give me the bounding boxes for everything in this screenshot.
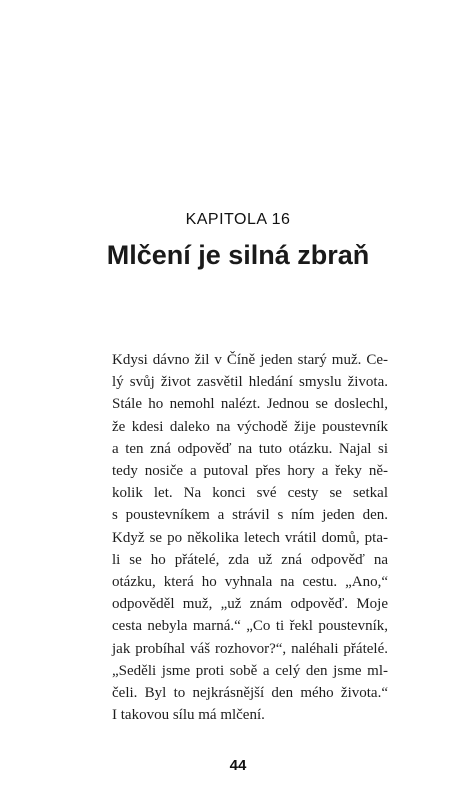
text-line: Stále ho nemohl nalézt. Jednou se doslechl, [112, 396, 388, 413]
text-line: „Seděli jsme proti sobě a celý den jsme ml- [112, 662, 388, 679]
text-line: s poustevníkem a strávil s ním jeden den. [112, 507, 388, 524]
text-line: tedy nosiče a putoval přes hory a řeky ně- [112, 463, 388, 480]
text-line: kolik let. Na konci své cesty se setkal [112, 485, 388, 502]
body-text [112, 349, 388, 726]
text-line: Když se po několika letech vrátil domů, pta- [112, 529, 388, 546]
text-line: Kdysi dávno žil v Číně jeden starý muž. Ce- [112, 352, 388, 368]
chapter-label: KAPITOLA 16 [185, 211, 291, 228]
text-line: a ten zná odpověď na tuto otázku. Najal si [112, 440, 388, 457]
text-line: li se ho přátelé, zda už zná odpověď na [112, 551, 388, 568]
text-line: I takovou sílu má mlčení. [112, 707, 265, 724]
text-line: otázku, která ho vyhnala na cestu. „Ano,“ [112, 574, 388, 591]
text-line: čeli. Byl to nejkrásnější den mého života.“ [112, 685, 388, 702]
page-number: 44 [229, 757, 247, 774]
text-line: že kdesi daleko na východě žije poustevník [112, 418, 388, 435]
text-line: jak probíhal váš rozhovor?“, naléhali přátelé. [112, 640, 388, 657]
text-line: lý svůj život zasvětil hledání smyslu života. [112, 374, 388, 391]
text-line: odpověděl muž, „už znám odpověď. Moje [112, 596, 388, 613]
text-line: cesta nebyla marná.“ „Co ti řekl poustevník, [112, 618, 388, 635]
chapter-title: Mlčení je silná zbraň [106, 240, 370, 270]
